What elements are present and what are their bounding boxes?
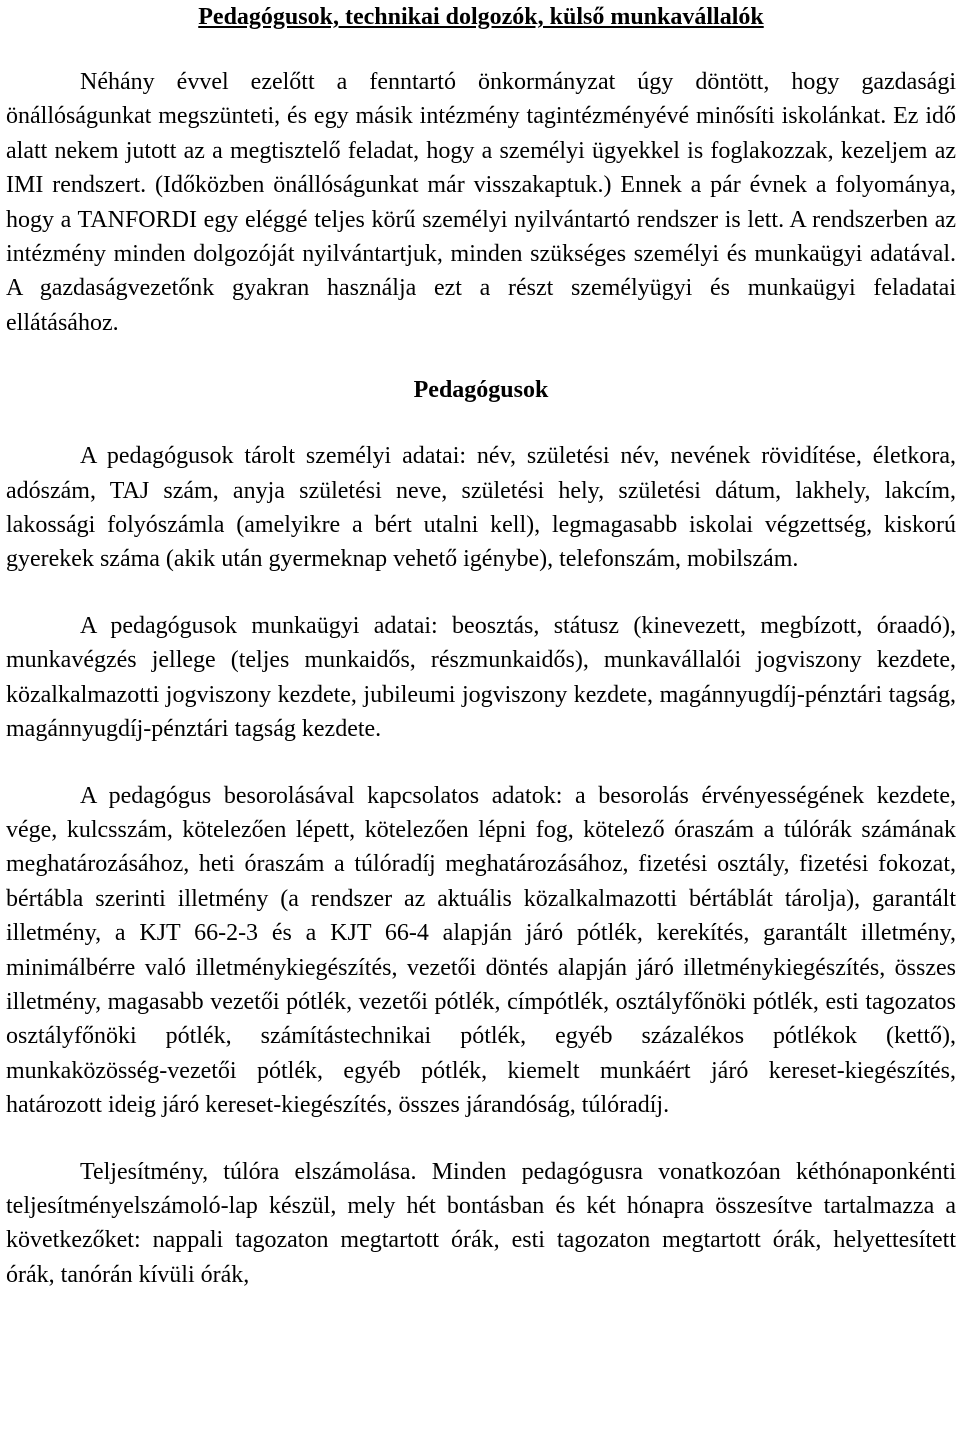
document-title: Pedagógusok, technikai dolgozók, külső munkavállalók	[198, 4, 764, 30]
personal-data-paragraph: A pedagógusok tárolt személyi adatai: név, születési név, nevének rövidítése, életkora, adószám, TAJ szám, anyja születési neve, születési hely, születési dátum, lakhely, lakcím, lakossági folyószámla (amelyikre a bért utalni kell), legmagasabb iskolai végzettség, kiskorú gyerekek száma (akik után gyermeknap vehető igénybe), telefonszám, mobilszám.	[6, 443, 956, 573]
employment-data-paragraph: A pedagógusok munkaügyi adatai: beosztás, státusz (kinevezett, megbízott, óraadó), munkavégzés jellege (teljes munkaidős, részmunkaidős), munkavállalói jogviszony kezdete, közalkalmazotti jogviszony kezdete, jubileumi jogviszony kezdete, magánnyugdíj-pénztári tagság, magánnyugdíj-pénztári tagság kezdete.	[6, 612, 956, 743]
section-heading-pedagogusok: Pedagógusok	[413, 377, 549, 404]
classification-paragraph: A pedagógus besorolásával kapcsolatos adatok: a besorolás érvényességének kezdete, vége, kulcsszám, kötelezően lépett, kötelezően lépni fog, kötelező óraszám a túlórák számának meghatározásához, heti óraszám a túlóradíj meghatározásához, fizetési osztály, fizetési fokozat, bértábla szerinti illetmény (a rendszer az aktuális közalkalmazotti bértáblát tárolja), garantált illetmény, a KJT 66-2-3 és a KJT 66-4 alapján járó pótlék, kerekítés, garantált illetmény, minimálbérre való illetménykiegészítés, vezetői döntés alapján járó illetménykiegészítés, összes illetmény, magasabb vezetői pótlék, vezetői pótlék, címpótlék, osztályfőnöki pótlék, esti tagozatos osztályfőnöki pótlék, számítástechnikai pótlék, egyéb százalékos pótlékok (kettő), munkaközösség-vezetői pótlék, egyéb pótlék, kiemelt munkáért járó kereset-kiegészítés, határozott ideig járó kereset-kiegészítés, összes járandóság, túlóradíj.	[6, 782, 956, 1119]
intro-paragraph: Néhány évvel ezelőtt a fenntartó önkormányzat úgy döntött, hogy gazdasági önállóságunkat megszünteti, és egy másik intézmény tagintézményévé minősíti iskolánkat. Ez idő alatt nekem jutott az a megtisztelő feladat, hogy a személyi ügyekkel is foglakozzak, kezeljem az IMI rendszert. (Időközben önállóságunkat már visszakaptuk.) Ennek a pár évnek a folyománya, hogy a TANFORDI egy eléggé teljes körű személyi nyilvántartó rendszer is lett. A rendszerben az intézmény minden dolgozóját nyilvántartjuk, minden szükséges személyi és munkaügyi adatával. A gazdaságvezetőnk gyakran használja ezt a részt személyügyi és munkaügyi feladatai ellátásához.	[6, 69, 956, 336]
performance-paragraph: Teljesítmény, túlóra elszámolása. Minden pedagógusra vonatkozóan kéthónaponkénti teljesítményelszámoló-lap készül, mely hét bontásban és két hónapra összesítve tartalmazza a következőket: nappali tagozaton megtartott órák, esti tagozaton megtartott órák, helyettesített órák, tanórán kívüli órák,	[6, 1158, 956, 1288]
